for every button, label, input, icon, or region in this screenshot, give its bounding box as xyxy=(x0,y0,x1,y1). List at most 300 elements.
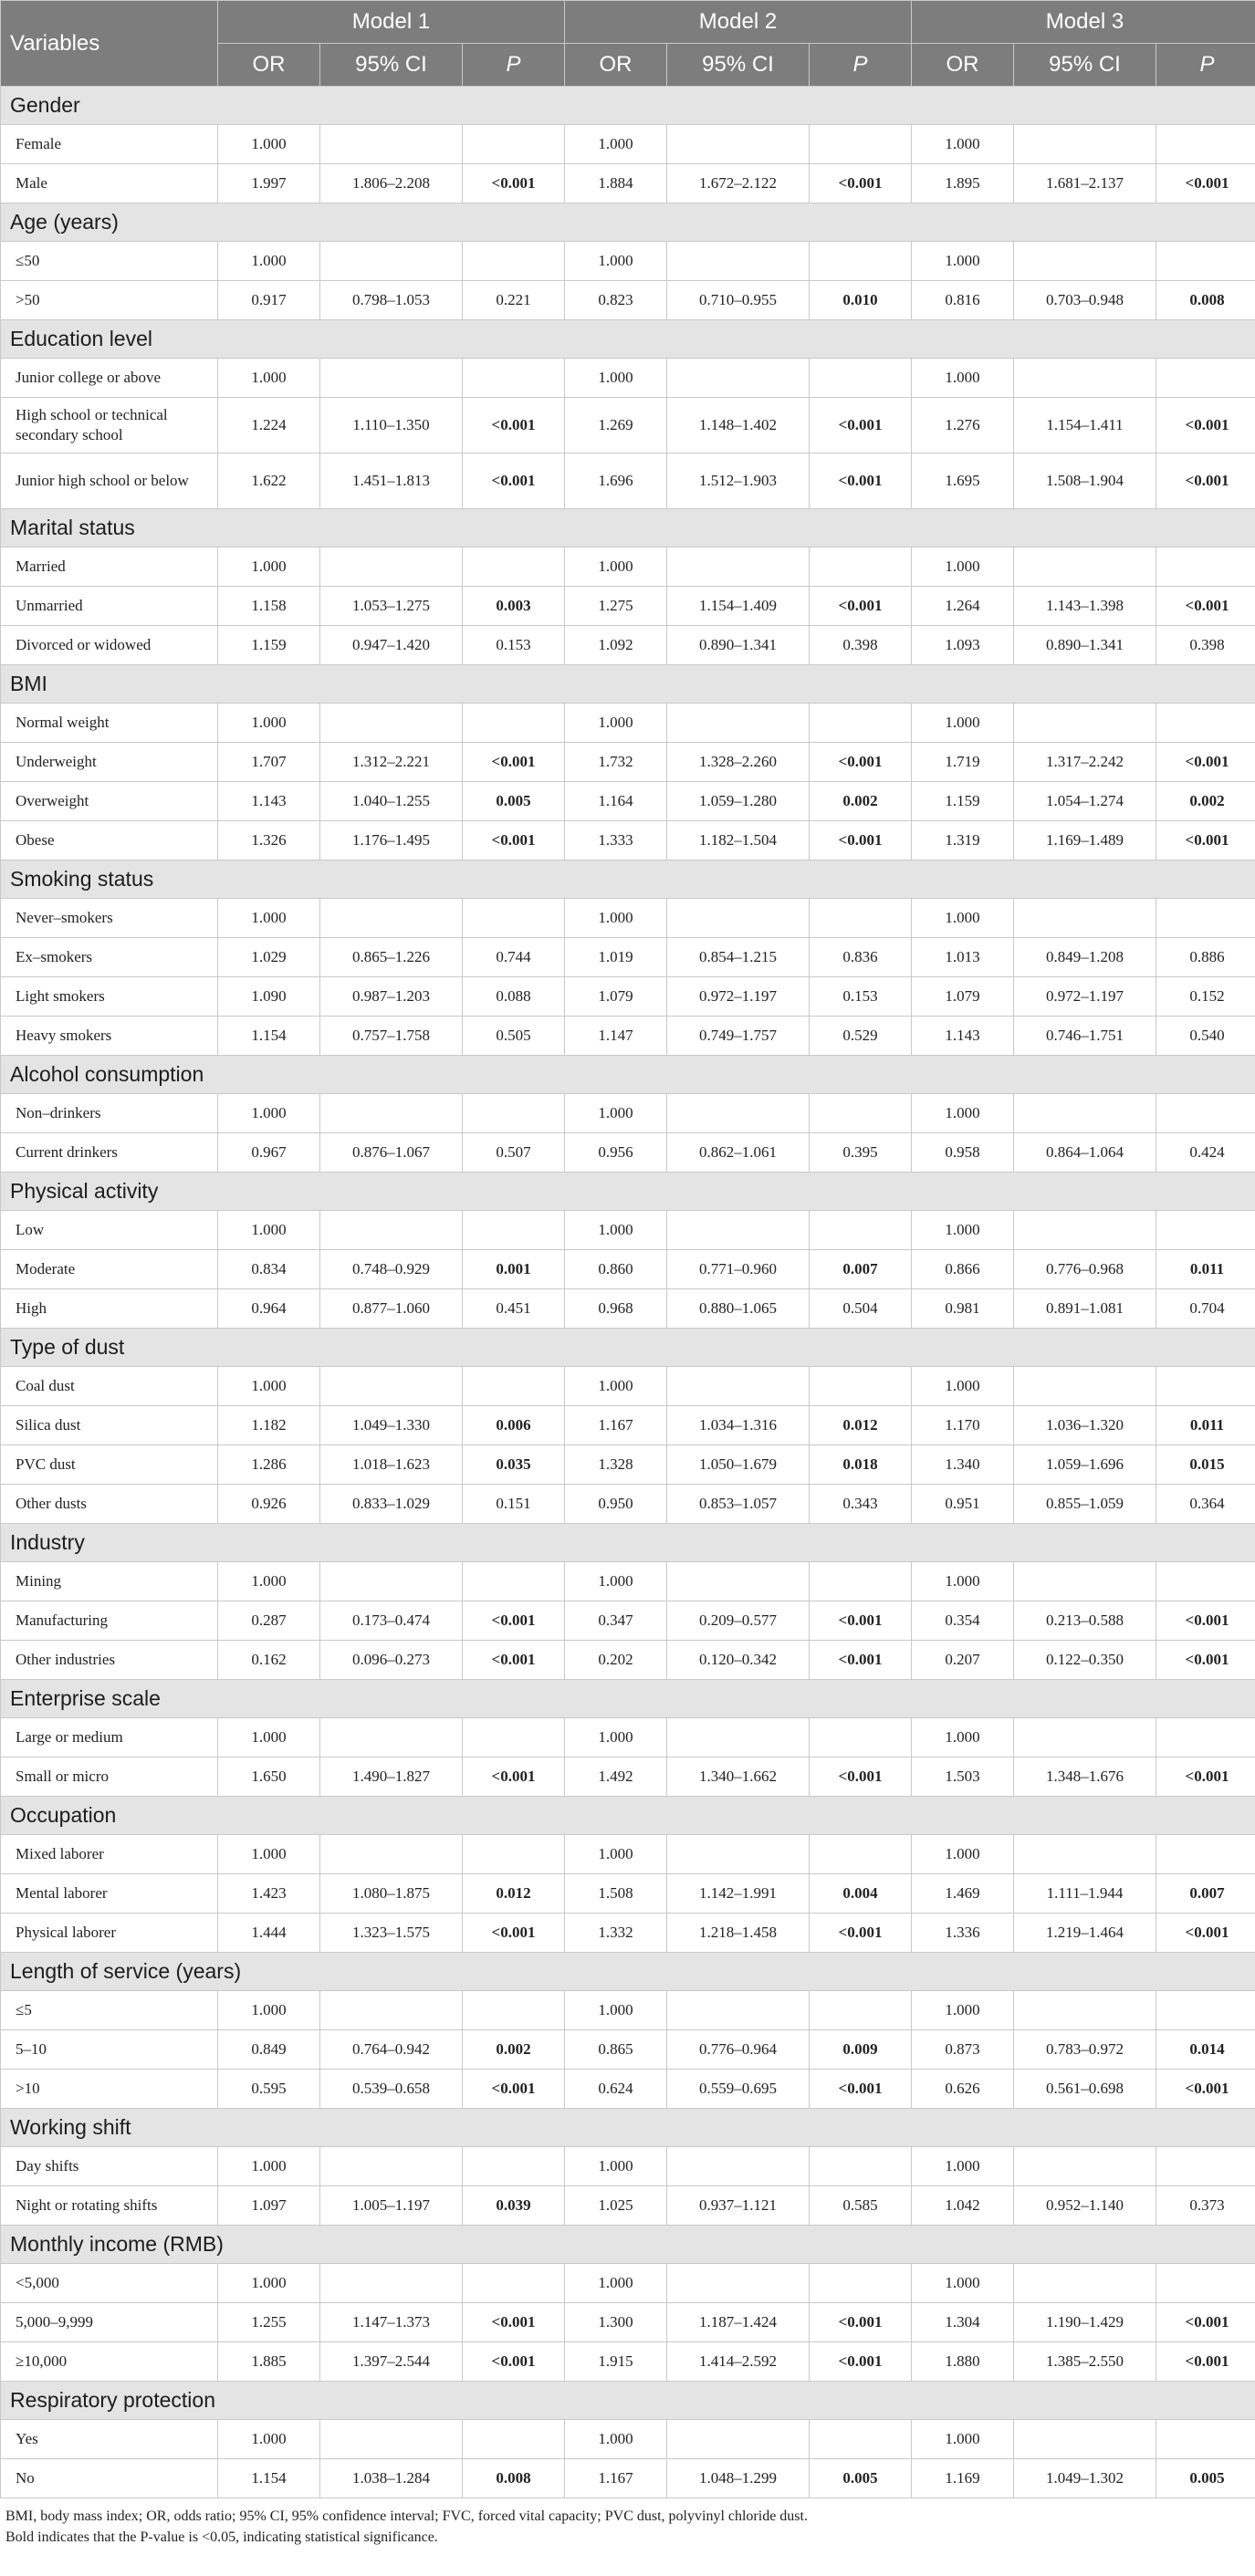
ci-cell: 1.323–1.575 xyxy=(320,1914,463,1953)
p-value-cell: 0.364 xyxy=(1156,1485,1255,1524)
ci-cell: 0.771–0.960 xyxy=(667,1250,810,1289)
p-value-cell xyxy=(1156,704,1255,743)
p-value-cell xyxy=(1156,1211,1255,1250)
or-cell: 1.000 xyxy=(565,1367,667,1406)
table-row xyxy=(1,164,1255,203)
table-row xyxy=(1,1133,1255,1173)
ci-cell: 0.209–0.577 xyxy=(667,1601,810,1641)
p-value-cell xyxy=(463,548,565,587)
row-label: Ex–smokers xyxy=(1,938,218,977)
table-row xyxy=(1,1874,1255,1914)
ci-cell: 1.182–1.504 xyxy=(667,821,810,860)
table-row xyxy=(1,2303,1255,2342)
ci-cell xyxy=(1014,704,1156,743)
p-value-cell: <0.001 xyxy=(1156,2303,1255,2342)
p-value-cell: 0.151 xyxy=(463,1485,565,1524)
row-label: Heavy smokers xyxy=(1,1017,218,1056)
ci-cell: 1.672–2.122 xyxy=(667,164,810,203)
or-cell: 0.202 xyxy=(565,1641,667,1680)
or-cell: 0.624 xyxy=(565,2070,667,2109)
row-label: Divorced or widowed xyxy=(1,626,218,665)
row-label: Normal weight xyxy=(1,704,218,743)
ci-cell xyxy=(320,2264,463,2303)
p-value-cell xyxy=(1156,1094,1255,1133)
row-label: ≤5 xyxy=(1,1991,218,2030)
ci-cell xyxy=(667,704,810,743)
ci-cell: 0.865–1.226 xyxy=(320,938,463,977)
model-3-header: Model 3 xyxy=(912,1,1255,44)
ci-cell xyxy=(320,1718,463,1757)
ci-cell: 0.972–1.197 xyxy=(1014,977,1156,1017)
ci-cell: 1.048–1.299 xyxy=(667,2459,810,2498)
p-value-cell: <0.001 xyxy=(810,1641,912,1680)
or-cell: 1.895 xyxy=(912,164,1014,203)
significance-note: Bold indicates that the P-value is <0.05, indicating statistical significance. xyxy=(5,2529,438,2546)
or-cell: 1.013 xyxy=(912,938,1014,977)
section-title: Industry xyxy=(1,1524,1255,1562)
or-cell: 1.000 xyxy=(218,704,320,743)
or-cell: 1.182 xyxy=(218,1406,320,1445)
or-cell: 1.159 xyxy=(218,626,320,665)
section-title: Alcohol consumption xyxy=(1,1056,1255,1094)
ci-cell: 1.059–1.696 xyxy=(1014,1445,1156,1485)
table-row xyxy=(1,1562,1255,1601)
or-cell: 1.332 xyxy=(565,1914,667,1953)
p-value-cell xyxy=(810,899,912,938)
or-cell: 1.319 xyxy=(912,821,1014,860)
p-value-cell: 0.001 xyxy=(463,1250,565,1289)
p-value-cell: 0.505 xyxy=(463,1017,565,1056)
p-value-cell xyxy=(810,1562,912,1601)
ci-cell: 1.038–1.284 xyxy=(320,2459,463,2498)
ci-cell: 0.890–1.341 xyxy=(667,626,810,665)
p-value-cell: <0.001 xyxy=(1156,398,1255,454)
table-row xyxy=(1,359,1255,398)
or-cell: 1.000 xyxy=(565,242,667,281)
row-label: Other dusts xyxy=(1,1485,218,1524)
model-1-header: Model 1 xyxy=(218,1,565,44)
section-row xyxy=(1,1797,1255,1835)
p-value-cell: <0.001 xyxy=(463,2303,565,2342)
p-value-cell: <0.001 xyxy=(463,743,565,782)
ci-cell xyxy=(667,242,810,281)
table-row xyxy=(1,1757,1255,1797)
ci-cell xyxy=(1014,1094,1156,1133)
ci-cell xyxy=(667,899,810,938)
p-value-cell xyxy=(810,1211,912,1250)
row-label: Female xyxy=(1,125,218,164)
p-value-cell: <0.001 xyxy=(810,2070,912,2109)
or-cell: 1.884 xyxy=(565,164,667,203)
p-value-cell: <0.001 xyxy=(463,2342,565,2382)
ci-cell xyxy=(1014,1835,1156,1874)
or-cell: 1.336 xyxy=(912,1914,1014,1953)
ci-cell xyxy=(667,2420,810,2459)
row-label: Night or rotating shifts xyxy=(1,2186,218,2226)
p-value-cell: <0.001 xyxy=(810,2303,912,2342)
or-cell: 0.866 xyxy=(912,1250,1014,1289)
ci-cell xyxy=(667,1367,810,1406)
p-value-cell: <0.001 xyxy=(1156,587,1255,626)
p-value-cell: <0.001 xyxy=(810,398,912,454)
section-title: Working shift xyxy=(1,2109,1255,2147)
p-value-cell xyxy=(463,2420,565,2459)
or-cell: 1.300 xyxy=(565,2303,667,2342)
or-cell: 0.162 xyxy=(218,1641,320,1680)
or-cell: 0.873 xyxy=(912,2030,1014,2070)
model-2-header: Model 2 xyxy=(565,1,912,44)
p-value-cell: <0.001 xyxy=(810,587,912,626)
or-cell: 1.042 xyxy=(912,2186,1014,2226)
or-cell: 1.000 xyxy=(912,1562,1014,1601)
or-cell: 1.147 xyxy=(565,1017,667,1056)
row-label: Never–smokers xyxy=(1,899,218,938)
p-value-cell: 0.007 xyxy=(1156,1874,1255,1914)
or-cell: 0.968 xyxy=(565,1289,667,1329)
ci-cell: 1.040–1.255 xyxy=(320,782,463,821)
or-cell: 1.000 xyxy=(218,548,320,587)
row-label: Large or medium xyxy=(1,1718,218,1757)
row-label: Obese xyxy=(1,821,218,860)
or-cell: 1.154 xyxy=(218,2459,320,2498)
p-value-cell: 0.003 xyxy=(463,587,565,626)
table-row xyxy=(1,704,1255,743)
p-value-cell: <0.001 xyxy=(463,164,565,203)
ci-cell: 1.414–2.592 xyxy=(667,2342,810,2382)
ci-cell: 1.508–1.904 xyxy=(1014,454,1156,509)
p-value-cell xyxy=(463,1211,565,1250)
or-cell: 0.595 xyxy=(218,2070,320,2109)
section-title: Length of service (years) xyxy=(1,1953,1255,1991)
or-cell: 1.000 xyxy=(912,1835,1014,1874)
section-title: Gender xyxy=(1,87,1255,125)
ci-cell: 1.148–1.402 xyxy=(667,398,810,454)
p-value-cell: 0.886 xyxy=(1156,938,1255,977)
p-value-cell: <0.001 xyxy=(1156,1757,1255,1797)
ci-column-header: 95% CI xyxy=(667,44,810,87)
p-value-cell: 0.153 xyxy=(463,626,565,665)
p-value-cell xyxy=(810,704,912,743)
ci-cell: 0.173–0.474 xyxy=(320,1601,463,1641)
ci-cell: 1.187–1.424 xyxy=(667,2303,810,2342)
section-row xyxy=(1,509,1255,548)
ci-cell: 1.049–1.330 xyxy=(320,1406,463,1445)
ci-cell: 1.451–1.813 xyxy=(320,454,463,509)
ci-cell: 0.937–1.121 xyxy=(667,2186,810,2226)
or-cell: 1.915 xyxy=(565,2342,667,2382)
p-value-cell: 0.704 xyxy=(1156,1289,1255,1329)
p-value-cell: 0.007 xyxy=(810,1250,912,1289)
ci-cell: 0.877–1.060 xyxy=(320,1289,463,1329)
row-label: Physical laborer xyxy=(1,1914,218,1953)
ci-cell xyxy=(1014,1991,1156,2030)
p-value-cell: 0.373 xyxy=(1156,2186,1255,2226)
or-cell: 1.000 xyxy=(218,1835,320,1874)
ci-cell: 1.218–1.458 xyxy=(667,1914,810,1953)
or-cell: 1.143 xyxy=(218,782,320,821)
or-cell: 1.269 xyxy=(565,398,667,454)
table-row xyxy=(1,1718,1255,1757)
p-value-cell: 0.529 xyxy=(810,1017,912,1056)
or-cell: 1.880 xyxy=(912,2342,1014,2382)
table-footnote xyxy=(0,2498,1255,2548)
table-row xyxy=(1,1250,1255,1289)
row-label: No xyxy=(1,2459,218,2498)
row-label: >10 xyxy=(1,2070,218,2109)
or-cell: 1.000 xyxy=(218,899,320,938)
ci-cell xyxy=(320,548,463,587)
section-title: Type of dust xyxy=(1,1329,1255,1367)
p-value-cell: 0.005 xyxy=(1156,2459,1255,2498)
p-value-cell xyxy=(810,2420,912,2459)
abbreviations-note: BMI, body mass index; OR, odds ratio; 95% CI, 95% confidence interval; FVC, forced vital capacity; PVC dust, polyvinyl chloride dust. xyxy=(5,2508,808,2524)
or-cell: 1.167 xyxy=(565,2459,667,2498)
p-value-cell xyxy=(1156,1991,1255,2030)
p-value-cell xyxy=(1156,125,1255,164)
row-label: ≤50 xyxy=(1,242,218,281)
table-row xyxy=(1,977,1255,1017)
or-cell: 0.354 xyxy=(912,1601,1014,1641)
ci-cell: 1.340–1.662 xyxy=(667,1757,810,1797)
or-cell: 0.964 xyxy=(218,1289,320,1329)
table-row xyxy=(1,398,1255,454)
section-title: Respiratory protection xyxy=(1,2382,1255,2420)
ci-cell: 0.987–1.203 xyxy=(320,977,463,1017)
ci-cell xyxy=(1014,2420,1156,2459)
or-cell: 1.000 xyxy=(565,2147,667,2186)
or-cell: 1.025 xyxy=(565,2186,667,2226)
p-value-cell xyxy=(810,548,912,587)
or-cell: 0.816 xyxy=(912,281,1014,320)
or-cell: 1.000 xyxy=(565,1562,667,1601)
p-value-cell: <0.001 xyxy=(1156,1641,1255,1680)
ci-cell xyxy=(320,1991,463,2030)
row-label: 5–10 xyxy=(1,2030,218,2070)
p-value-cell xyxy=(810,1718,912,1757)
ci-cell: 0.748–0.929 xyxy=(320,1250,463,1289)
p-value-cell: <0.001 xyxy=(463,821,565,860)
or-cell: 0.981 xyxy=(912,1289,1014,1329)
section-row xyxy=(1,1524,1255,1562)
or-cell: 1.275 xyxy=(565,587,667,626)
ci-cell: 1.050–1.679 xyxy=(667,1445,810,1485)
row-label: Non–drinkers xyxy=(1,1094,218,1133)
table-row xyxy=(1,1017,1255,1056)
table-row xyxy=(1,242,1255,281)
or-cell: 1.000 xyxy=(218,1094,320,1133)
p-value-cell: <0.001 xyxy=(463,1914,565,1953)
or-cell: 1.000 xyxy=(218,125,320,164)
or-cell: 1.000 xyxy=(218,242,320,281)
table-row xyxy=(1,821,1255,860)
row-label: High school or technical secondary school xyxy=(1,398,218,454)
p-value-cell: 0.424 xyxy=(1156,1133,1255,1173)
p-value-cell: 0.008 xyxy=(463,2459,565,2498)
ci-cell: 0.864–1.064 xyxy=(1014,1133,1156,1173)
p-value-cell xyxy=(463,899,565,938)
table-row xyxy=(1,1601,1255,1641)
p-value-cell: 0.009 xyxy=(810,2030,912,2070)
ci-cell: 0.703–0.948 xyxy=(1014,281,1156,320)
p-value-cell xyxy=(1156,2147,1255,2186)
p-value-cell xyxy=(810,1367,912,1406)
ci-cell xyxy=(320,2420,463,2459)
p-value-cell: <0.001 xyxy=(1156,1601,1255,1641)
section-title: Occupation xyxy=(1,1797,1255,1835)
section-row xyxy=(1,203,1255,242)
p-value-cell xyxy=(810,2264,912,2303)
ci-cell: 1.059–1.280 xyxy=(667,782,810,821)
ci-cell: 1.154–1.409 xyxy=(667,587,810,626)
section-title: BMI xyxy=(1,665,1255,704)
p-value-cell xyxy=(463,1367,565,1406)
row-label: Light smokers xyxy=(1,977,218,1017)
ci-cell: 1.049–1.302 xyxy=(1014,2459,1156,2498)
table-row xyxy=(1,454,1255,509)
or-cell: 0.207 xyxy=(912,1641,1014,1680)
table-row xyxy=(1,1991,1255,2030)
p-value-cell: <0.001 xyxy=(1156,454,1255,509)
ci-cell: 1.034–1.316 xyxy=(667,1406,810,1445)
p-value-cell xyxy=(1156,1562,1255,1601)
p-value-cell xyxy=(1156,899,1255,938)
row-label: Other industries xyxy=(1,1641,218,1680)
row-label: Low xyxy=(1,1211,218,1250)
p-value-cell: 0.010 xyxy=(810,281,912,320)
section-row xyxy=(1,1173,1255,1211)
ci-cell: 0.122–0.350 xyxy=(1014,1641,1156,1680)
or-cell: 1.000 xyxy=(912,1211,1014,1250)
p-value-cell xyxy=(1156,242,1255,281)
table-row xyxy=(1,899,1255,938)
row-label: <5,000 xyxy=(1,2264,218,2303)
table-row xyxy=(1,1211,1255,1250)
ci-cell xyxy=(320,704,463,743)
table-row xyxy=(1,1835,1255,1874)
ci-cell: 1.312–2.221 xyxy=(320,743,463,782)
or-cell: 1.000 xyxy=(912,359,1014,398)
table-row xyxy=(1,2070,1255,2109)
p-value-cell: <0.001 xyxy=(810,2342,912,2382)
ci-cell: 0.213–0.588 xyxy=(1014,1601,1156,1641)
or-cell: 1.695 xyxy=(912,454,1014,509)
p-value-cell: 0.014 xyxy=(1156,2030,1255,2070)
or-cell: 0.958 xyxy=(912,1133,1014,1173)
row-label: Mental laborer xyxy=(1,1874,218,1914)
table-row xyxy=(1,1289,1255,1329)
ci-cell xyxy=(320,1211,463,1250)
or-cell: 1.000 xyxy=(565,704,667,743)
or-cell: 1.000 xyxy=(565,1211,667,1250)
ci-cell: 0.746–1.751 xyxy=(1014,1017,1156,1056)
row-label: Moderate xyxy=(1,1250,218,1289)
or-cell: 0.950 xyxy=(565,1485,667,1524)
section-title: Physical activity xyxy=(1,1173,1255,1211)
ci-cell xyxy=(1014,899,1156,938)
p-value-cell xyxy=(463,125,565,164)
ci-cell xyxy=(1014,125,1156,164)
ci-cell xyxy=(1014,1718,1156,1757)
or-cell: 1.333 xyxy=(565,821,667,860)
p-value-cell: 0.744 xyxy=(463,938,565,977)
table-header xyxy=(1,1,1255,87)
p-value-cell: 0.153 xyxy=(810,977,912,1017)
or-cell: 1.224 xyxy=(218,398,320,454)
p-value-cell xyxy=(463,1718,565,1757)
or-cell: 1.650 xyxy=(218,1757,320,1797)
row-label: Day shifts xyxy=(1,2147,218,2186)
ci-cell: 0.890–1.341 xyxy=(1014,626,1156,665)
table-row xyxy=(1,125,1255,164)
ci-cell: 0.783–0.972 xyxy=(1014,2030,1156,2070)
or-cell: 0.823 xyxy=(565,281,667,320)
p-value-cell: 0.398 xyxy=(810,626,912,665)
p-value-cell xyxy=(1156,1835,1255,1874)
table-row xyxy=(1,626,1255,665)
p-value-cell xyxy=(463,1835,565,1874)
p-value-cell: <0.001 xyxy=(463,1601,565,1641)
or-cell: 1.000 xyxy=(565,548,667,587)
or-cell: 1.000 xyxy=(218,2264,320,2303)
p-value-cell xyxy=(810,242,912,281)
or-cell: 1.000 xyxy=(565,899,667,938)
p-value-cell: 0.343 xyxy=(810,1485,912,1524)
ci-cell: 0.764–0.942 xyxy=(320,2030,463,2070)
row-label: Underweight xyxy=(1,743,218,782)
or-cell: 0.865 xyxy=(565,2030,667,2070)
p-value-cell: 0.018 xyxy=(810,1445,912,1485)
p-value-cell xyxy=(1156,1718,1255,1757)
or-cell: 1.000 xyxy=(218,2147,320,2186)
or-cell: 1.000 xyxy=(912,242,1014,281)
row-label: Small or micro xyxy=(1,1757,218,1797)
or-cell: 1.423 xyxy=(218,1874,320,1914)
p-value-cell xyxy=(1156,2420,1255,2459)
p-value-cell: 0.039 xyxy=(463,2186,565,2226)
row-label: Yes xyxy=(1,2420,218,2459)
ci-cell: 0.561–0.698 xyxy=(1014,2070,1156,2109)
ci-cell: 1.190–1.429 xyxy=(1014,2303,1156,2342)
p-value-cell xyxy=(810,1835,912,1874)
p-value-cell: 0.035 xyxy=(463,1445,565,1485)
p-value-cell: <0.001 xyxy=(463,1641,565,1680)
or-cell: 1.000 xyxy=(565,125,667,164)
or-cell: 1.000 xyxy=(218,1718,320,1757)
variables-column-header: Variables xyxy=(1,1,218,87)
p-value-cell: 0.152 xyxy=(1156,977,1255,1017)
or-cell: 1.000 xyxy=(218,1991,320,2030)
table-row xyxy=(1,1914,1255,1953)
row-label: 5,000–9,999 xyxy=(1,2303,218,2342)
or-cell: 1.304 xyxy=(912,2303,1014,2342)
table-row xyxy=(1,2186,1255,2226)
ci-cell: 0.952–1.140 xyxy=(1014,2186,1156,2226)
or-cell: 0.860 xyxy=(565,1250,667,1289)
ci-cell: 1.143–1.398 xyxy=(1014,587,1156,626)
or-cell: 1.000 xyxy=(912,2264,1014,2303)
p-value-cell: 0.012 xyxy=(810,1406,912,1445)
ci-cell: 0.833–1.029 xyxy=(320,1485,463,1524)
ci-cell: 0.710–0.955 xyxy=(667,281,810,320)
p-value-cell xyxy=(1156,548,1255,587)
ci-cell: 0.539–0.658 xyxy=(320,2070,463,2109)
or-cell: 1.000 xyxy=(912,125,1014,164)
or-cell: 1.093 xyxy=(912,626,1014,665)
ci-cell: 0.757–1.758 xyxy=(320,1017,463,1056)
ci-cell: 0.876–1.067 xyxy=(320,1133,463,1173)
p-value-cell: 0.836 xyxy=(810,938,912,977)
row-label: PVC dust xyxy=(1,1445,218,1485)
